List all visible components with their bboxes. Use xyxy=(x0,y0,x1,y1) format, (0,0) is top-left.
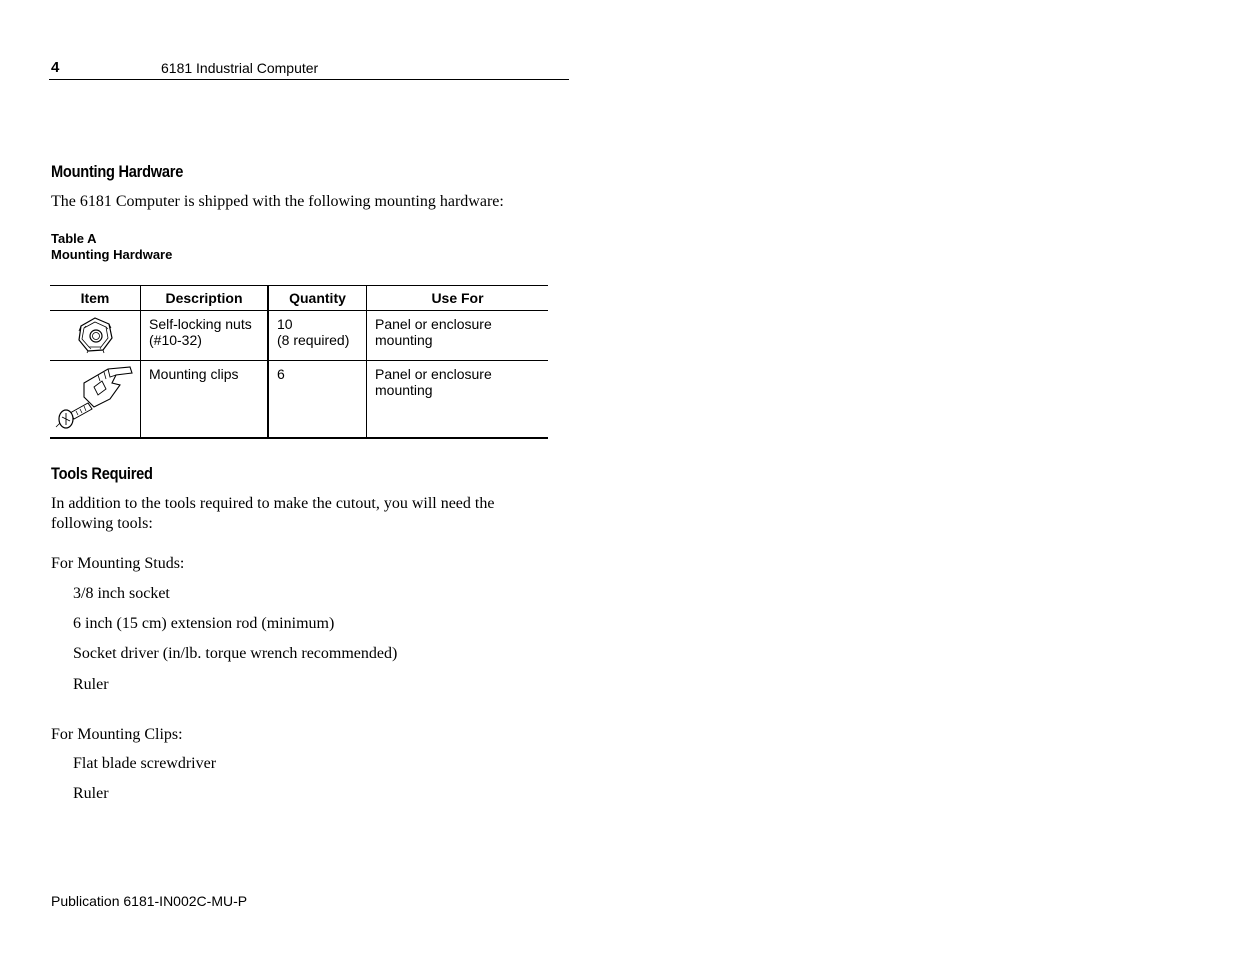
list-item: Flat blade screwdriver xyxy=(73,755,217,772)
intro-line: In addition to the tools required to make the cutout, you will need the xyxy=(51,495,495,512)
use-for-line: mounting xyxy=(375,332,433,348)
tools-required-heading: Tools Required xyxy=(51,464,153,483)
page-number: 4 xyxy=(51,59,60,76)
running-title: 6181 Industrial Computer xyxy=(161,60,319,76)
intro-line: following tools: xyxy=(51,515,153,532)
tools-required-intro xyxy=(51,494,571,534)
list-item: 6 inch (15 cm) extension rod (minimum) xyxy=(73,615,335,632)
mounting-clip-icon xyxy=(50,361,136,433)
mounting-hardware-heading: Mounting Hardware xyxy=(51,162,184,181)
list-item: Ruler xyxy=(73,785,109,802)
table-cell-description xyxy=(141,361,269,439)
table-caption-label: Table A xyxy=(51,231,97,246)
list-item: Ruler xyxy=(73,676,109,693)
column-header-use-for: Use For xyxy=(367,286,549,311)
header-rule xyxy=(49,79,569,80)
mounting-hardware-table xyxy=(50,285,548,439)
table-caption xyxy=(51,231,172,263)
publication-footer: Publication 6181-IN002C-MU-P xyxy=(51,893,248,909)
use-for-line: Panel or enclosure xyxy=(375,316,492,332)
column-header-quantity: Quantity xyxy=(268,286,367,311)
table-caption-title: Mounting Hardware xyxy=(51,247,173,262)
clips-label: For Mounting Clips: xyxy=(51,726,183,743)
table-cell-item xyxy=(50,361,141,439)
description-line: Self-locking nuts xyxy=(149,316,252,332)
list-item: 3/8 inch socket xyxy=(73,585,170,602)
table-cell-use-for xyxy=(367,361,549,439)
table-cell-quantity xyxy=(268,311,367,361)
quantity-line: (8 required) xyxy=(277,332,350,348)
table-cell-quantity xyxy=(268,361,367,439)
use-for-line: Panel or enclosure xyxy=(375,366,492,382)
description-line: Mounting clips xyxy=(149,366,239,382)
list-item: Socket driver (in/lb. torque wrench recommended) xyxy=(73,645,398,662)
table-header-row xyxy=(50,286,548,311)
table-cell-item xyxy=(50,311,141,361)
table-row xyxy=(50,311,548,361)
use-for-line: mounting xyxy=(375,382,433,398)
table-row xyxy=(50,361,548,439)
quantity-line: 10 xyxy=(277,316,293,332)
table-cell-use-for xyxy=(367,311,549,361)
column-header-description: Description xyxy=(141,286,269,311)
quantity-line: 6 xyxy=(277,366,285,382)
description-line: (#10-32) xyxy=(149,332,202,348)
table-cell-description xyxy=(141,311,269,361)
column-header-item: Item xyxy=(50,286,141,311)
studs-label: For Mounting Studs: xyxy=(51,555,185,572)
mounting-hardware-intro: The 6181 Computer is shipped with the following mounting hardware: xyxy=(51,193,504,210)
hex-nut-icon xyxy=(73,313,117,357)
